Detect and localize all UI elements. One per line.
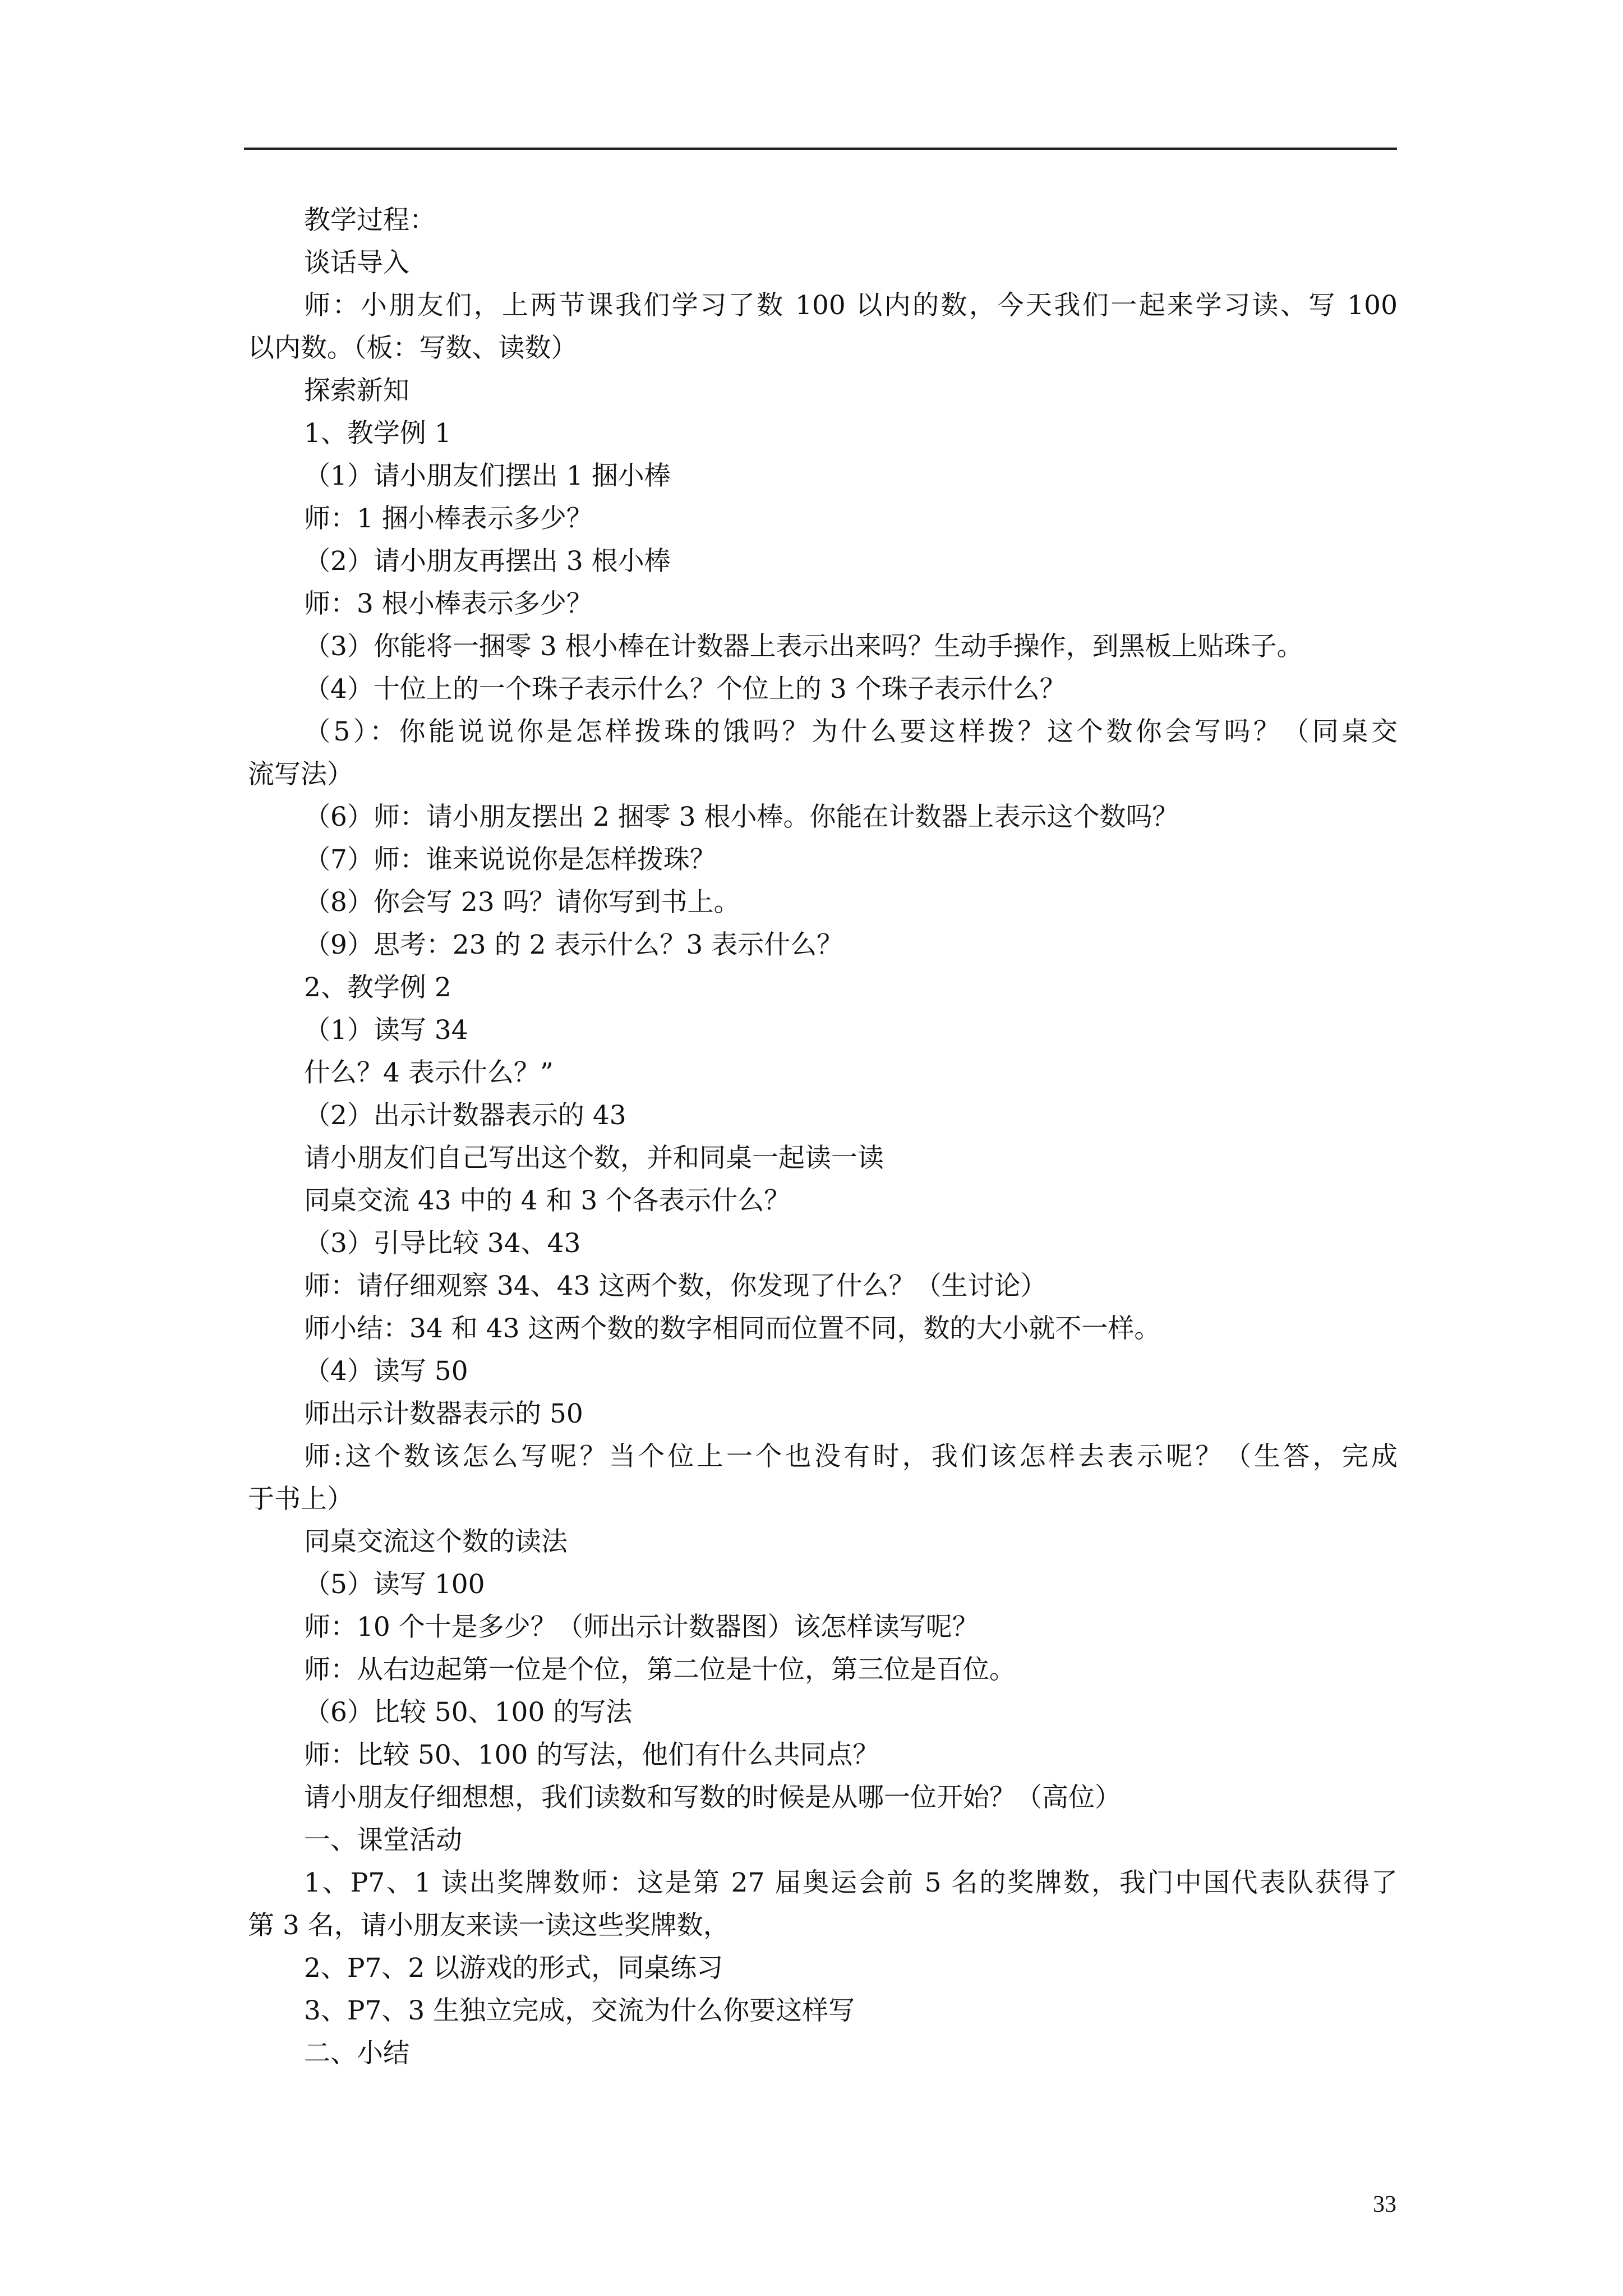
text-line: （6）比较 50、100 的写法	[304, 1697, 633, 1728]
text-line: 探索新知	[304, 375, 409, 406]
text-line: 谈话导入	[304, 247, 409, 278]
text-line: 师：小朋友们，上两节课我们学习了数 100 以内的数，今天我们一起来学习读、写 100	[304, 290, 1398, 321]
text-line: 师：请仔细观察 34、43 这两个数，你发现了什么？（生讨论）	[304, 1271, 1047, 1301]
text-line: （3）引导比较 34、43	[304, 1228, 581, 1259]
text-line: 1、P7、1 读出奖牌数师：这是第 27 届奥运会前 5 名的奖牌数，我门中国代表队获得了	[304, 1867, 1398, 1898]
header-rule	[244, 148, 1397, 150]
text-line: 3、P7、3 生独立完成，交流为什么你要这样写	[304, 1995, 855, 2026]
text-line: （9）思考：23 的 2 表示什么？3 表示什么？	[304, 930, 843, 960]
text-line: 2、P7、2 以游戏的形式，同桌练习	[304, 1953, 723, 1984]
text-line: 2、教学例 2	[304, 972, 451, 1003]
page-number: 33	[1373, 2192, 1396, 2217]
text-line: 同桌交流这个数的读法	[304, 1526, 568, 1557]
document-body	[248, 199, 1398, 2075]
text-line: 请小朋友们自己写出这个数，并和同桌一起读一读	[304, 1143, 884, 1174]
text-line: 师出示计数器表示的 50	[304, 1398, 583, 1429]
text-line: 请小朋友仔细想想，我们读数和写数的时候是从哪一位开始？（高位）	[304, 1782, 1121, 1813]
text-line: （8）你会写 23 吗？请你写到书上。	[304, 887, 740, 918]
text-line: （1）请小朋友们摆出 1 捆小棒	[304, 461, 671, 491]
text-line: 师：3 根小棒表示多少？	[304, 588, 593, 619]
text-line: 二、小结	[304, 2038, 409, 2069]
text-line: （3）你能将一捆零 3 根小棒在计数器上表示出来吗？生动手操作，到黑板上贴珠子。	[304, 631, 1303, 662]
text-line: （1）读写 34	[304, 1015, 468, 1046]
text-line: （2）请小朋友再摆出 3 根小棒	[304, 546, 671, 577]
text-line: 于书上）	[248, 1484, 353, 1515]
text-line: 一、课堂活动	[304, 1825, 462, 1856]
text-line: （6）师：请小朋友摆出 2 捆零 3 根小棒。你能在计数器上表示这个数吗？	[304, 802, 1179, 832]
text-line: 师小结：34 和 43 这两个数的数字相同而位置不同，数的大小就不一样。	[304, 1313, 1161, 1344]
text-line: 师：1 捆小棒表示多少？	[304, 503, 593, 534]
text-line: 1、教学例 1	[304, 418, 451, 449]
text-line: 流写法）	[248, 759, 353, 790]
text-line: 师:这个数该怎么写呢？当个位上一个也没有时，我们该怎样去表示呢？（生答，完成	[304, 1441, 1398, 1472]
text-line: （2）出示计数器表示的 43	[304, 1100, 626, 1131]
text-line: 以内数。（板：写数、读数）	[248, 333, 578, 364]
text-line: 师：10 个十是多少？（师出示计数器图）该怎样读写呢？	[304, 1612, 979, 1642]
text-line: 教学过程：	[304, 205, 436, 236]
text-line: 师：从右边起第一位是个位，第二位是十位，第三位是百位。	[304, 1654, 1016, 1685]
text-line: 第 3 名，请小朋友来读一读这些奖牌数，	[248, 1910, 730, 1941]
text-line: （5）：你能说说你是怎样拨珠的饿吗？为什么要这样拨？这个数你会写吗？（同桌交	[304, 716, 1398, 747]
text-line: （7）师：谁来说说你是怎样拨珠？	[304, 844, 716, 875]
text-line: （4）读写 50	[304, 1356, 468, 1387]
text-line: （4）十位上的一个珠子表示什么？个位上的 3 个珠子表示什么？	[304, 674, 1066, 705]
text-line: 师：比较 50、100 的写法，他们有什么共同点？	[304, 1740, 879, 1770]
text-line: 什么？4 表示什么？”	[304, 1057, 554, 1088]
text-line: （5）读写 100	[304, 1569, 485, 1600]
text-line: 同桌交流 43 中的 4 和 3 个各表示什么？	[304, 1185, 791, 1216]
